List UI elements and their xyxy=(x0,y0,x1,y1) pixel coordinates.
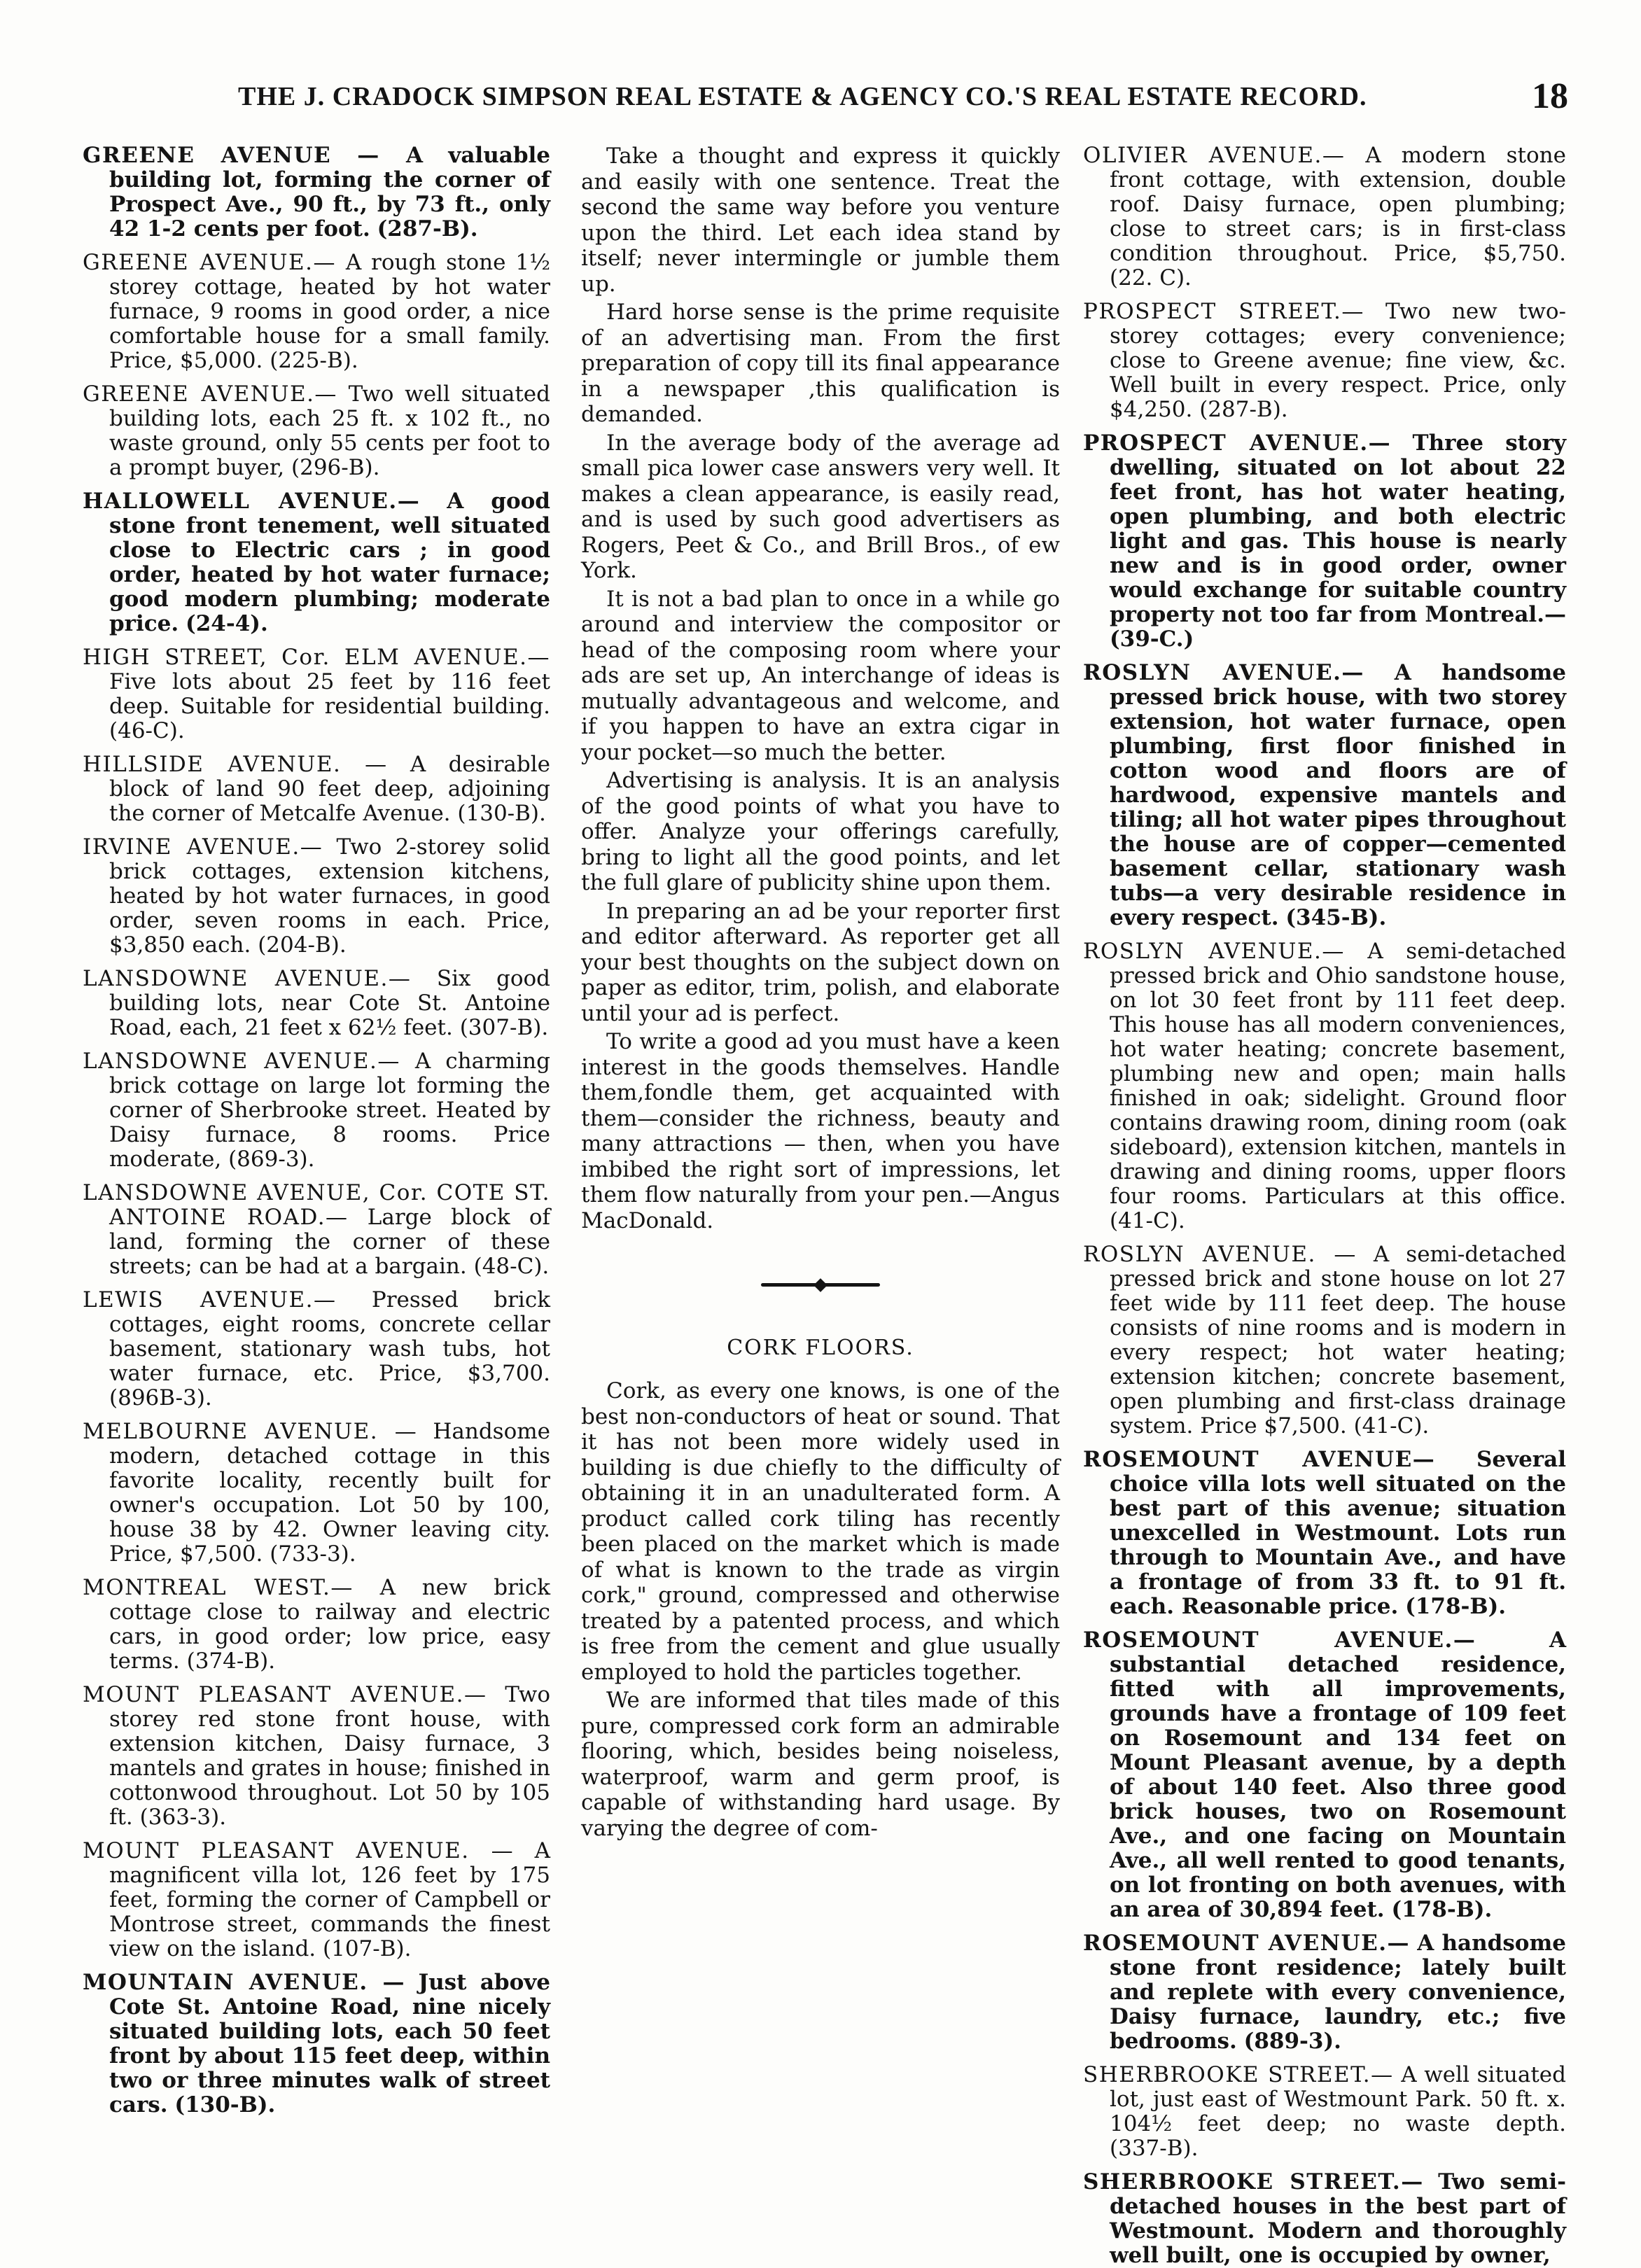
listing-description: A handsome stone front residence; lately built and replete with every convenience, Daisy furnace, laundry, etc.; five bedrooms. xyxy=(1110,1931,1566,2054)
listing-heading: GREENE AVENUE.— xyxy=(83,382,337,407)
listing-description: A handsome pressed brick house, with two storey extension, hot water furnace, open plumbing, first floor finished in cotton wood and floors are of hardwood, expensive mantels and tiling; all hot water pipes throughout the house are of copper—cemented basement cellar, stationary wash tubs—a very desirable residence in every respect. xyxy=(1110,660,1567,930)
listing-reference-code: (41-C). xyxy=(1110,1208,1185,1233)
page-header xyxy=(91,76,1568,118)
listing-heading: IRVINE AVENUE.— xyxy=(83,834,323,860)
cork-floors-paragraph: Cork, as every one knows, is one of the best non-conductors of heat or sound. That it has not been more widely used in building is due chiefly to the difficulty of obtaining it in an unadulterated form. A product called cork tiling has recently been placed on the market which is made of what is known to the trade as virgin cork," ground, compressed and otherwise treated by a patented process, and which is free from the cement and glue usually employed to hold the particles together. xyxy=(581,1378,1060,1685)
listing-entry xyxy=(1083,1931,1566,2054)
listing-description: Six good building lots, near Cote St. Antoine Road, each, 21 feet x 62½ feet. xyxy=(109,966,550,1040)
listing-heading: SHERBROOKE STREET.— xyxy=(1083,2062,1394,2087)
listing-reference-code: (374-B). xyxy=(186,1648,276,1674)
listing-entry xyxy=(1083,1448,1566,1619)
article-paragraph: Take a thought and express it quickly and easily with one sentence. Treat the second the same way before you venture upon the third. Let each idea stand by itself; never intermingle or jumble them up. xyxy=(581,144,1060,297)
listing-reference-code: (107-B). xyxy=(323,1936,412,1961)
listing-reference-code: (296-B). xyxy=(291,455,380,480)
left-column-listings xyxy=(83,144,550,2202)
listing-description: Two semi-detached houses in the best part of Westmount. Modern and thoroughly well built, one is occupied by owner, xyxy=(1110,2169,1566,2268)
listing-description: Large block of land, forming the corner of these streets; can be had at a bargain. xyxy=(109,1205,550,1279)
listing-entry xyxy=(1083,661,1566,930)
listing-heading: SHERBROOKE STREET.— xyxy=(1083,2169,1424,2194)
listing-reference-code: (889-3). xyxy=(1243,2029,1341,2054)
publication-title: THE J. CRADOCK SIMPSON REAL ESTATE & AGENCY CO.'S REAL ESTATE RECORD. xyxy=(238,82,1367,111)
listing-entry xyxy=(1083,939,1566,1233)
listing-description: Pressed brick cottages, eight rooms, concrete cellar basement, stationary wash tubs, hot water furnace, etc. Price, $3,700. xyxy=(109,1287,550,1386)
cork-floors-paragraph: We are informed that tiles made of this pure, compressed cork form an admirable flooring, which, besides being noiseless, waterproof, warm and germ proof, is capable of withstanding hard usage. By varying the degree of com- xyxy=(581,1688,1060,1841)
listing-reference-code: (130-B). xyxy=(457,801,546,826)
listing-heading: LANSDOWNE AVENUE, Cor. COTE ST. ANTOINE ROAD.— xyxy=(83,1180,550,1230)
listing-entry xyxy=(1083,1628,1566,1922)
listing-heading: MOUNT PLEASANT AVENUE. — xyxy=(83,1838,515,1863)
listing-reference-code: (24-4). xyxy=(186,611,268,636)
section-title-cork-floors: CORK FLOORS. xyxy=(727,1336,914,1360)
listing-entry xyxy=(1083,144,1566,290)
listing-reference-code: (178-B). xyxy=(1391,1897,1493,1922)
listing-entry xyxy=(83,1683,550,1830)
listing-entry xyxy=(83,967,550,1040)
listing-reference-code: (178-B). xyxy=(1405,1594,1507,1619)
listing-heading: OLIVIER AVENUE.— xyxy=(1083,143,1346,168)
listing-reference-code: (345-B). xyxy=(1285,905,1387,930)
listing-description: A well situated lot, just east of Westmount Park. 50 ft. x. 104½ feet deep; no waste depth. xyxy=(1110,2062,1566,2136)
listing-entry xyxy=(83,251,550,373)
article-paragraph: To write a good ad you must have a keen interest in the goods themselves. Handle them,fondle them, get acquainted with them—consider the richness, beauty and many attractions — then, when you have imbibed the right sort of impressions, let them flow naturally from your pen.—Angus MacDonald. xyxy=(581,1029,1060,1233)
listing-entry xyxy=(1083,1242,1566,1438)
article-paragraph: Advertising is analysis. It is an analysis of the good points of what you have to offer. Analyze your offerings carefully, bring to light all the good points, and let the full glare of publicity shine upon them. xyxy=(581,768,1060,895)
listing-heading: MELBOURNE AVENUE. — xyxy=(83,1419,418,1444)
listing-heading: GREENE AVENUE — A xyxy=(83,143,424,168)
listing-entry xyxy=(83,144,550,241)
listing-heading: LANSDOWNE AVENUE.— xyxy=(83,1049,400,1074)
listing-entry xyxy=(83,1049,550,1172)
listing-heading: ROSEMOUNT AVENUE— xyxy=(1083,1447,1436,1472)
listing-reference-code: (48-C). xyxy=(473,1254,550,1279)
listing-reference-code: (307-B). xyxy=(459,1015,549,1040)
listing-entry xyxy=(1083,431,1566,652)
listing-entry xyxy=(1083,300,1566,422)
listing-description: Two well situated building lots, each 25 ft. x 102 ft., no waste ground, only 55 cents per foot to a prompt buyer, xyxy=(109,382,550,480)
listing-reference-code: (869-3). xyxy=(228,1147,315,1172)
listing-heading: MOUNTAIN AVENUE. — xyxy=(83,1970,405,1995)
listing-entry xyxy=(1083,2170,1566,2268)
right-column-listings xyxy=(1083,143,1567,2268)
listing-heading: GREENE AVENUE.— xyxy=(83,250,337,275)
listing-reference-code: (287-B). xyxy=(377,216,478,241)
listing-reference-code: (204-B). xyxy=(258,932,347,958)
listing-entry xyxy=(83,1970,550,2118)
listing-reference-code: (225-B). xyxy=(270,348,358,373)
listing-entry xyxy=(83,1181,550,1279)
listing-heading: HILLSIDE AVENUE. — xyxy=(83,752,388,777)
listing-description: A rough stone 1½ storey cottage, heated by hot water furnace, 9 rooms in good order, a nice comfortable house for a small family. Price, $5,000. xyxy=(109,250,550,373)
listing-reference-code: (41-C). xyxy=(1353,1413,1430,1438)
listing-description: A magnificent villa lot, 126 feet by 175 feet, forming the corner of Campbell or Montrose street, commands the finest view on the island. xyxy=(109,1838,550,1961)
listing-reference-code: (39-C.) xyxy=(1110,626,1194,652)
listing-entry xyxy=(83,1576,550,1674)
listing-description: A new brick cottage close to railway and electric cars, in good order; low price, easy terms. xyxy=(109,1575,550,1674)
listing-heading: ROSLYN AVENUE. — xyxy=(1083,1242,1357,1267)
listing-entry xyxy=(83,1839,550,1961)
listing-description: A desirable block of land 90 feet deep, adjoining the corner of Metcalfe Avenue. xyxy=(109,752,550,826)
listing-description: A semi-detached pressed brick and Ohio sandstone house, on lot 30 feet front by 111 feet deep. This house has all modern conveniences, hot water heating; concrete basement, plumbing new and open; main halls finished in oak; sidelight. Ground floor contains drawing room, dining room (oak sideboard), extension kitchen, mantels in drawing and dining rooms, upper floors four rooms. Particulars at this office. xyxy=(1110,939,1566,1209)
listing-description: Five lots about 25 feet by 116 feet deep. Suitable for residential building. xyxy=(109,669,550,719)
listing-description: A substantial detached residence, fitted with all improvements, grounds have a frontage of 109 feet on Rosemount and 134 feet on Mount Pleasant avenue, by a depth of about 140 feet. Also three good brick houses, two on Rosemount Ave., and one facing on Mountain Ave., all well rented to good tenants, on lot fronting on both avenues, with an area of 30,894 feet. xyxy=(1110,1628,1566,1922)
listing-heading: LEWIS AVENUE.— xyxy=(83,1287,337,1312)
listing-heading: PROSPECT AVENUE.— xyxy=(1083,430,1392,456)
listing-entry xyxy=(83,645,550,743)
listing-description: Two new two-storey cottages; every convenience; close to Greene avenue; fine view, &c. Well built in every respect. Price, only $4,250. xyxy=(1110,299,1567,422)
listing-entry xyxy=(83,1420,550,1567)
listing-description: Several choice villa lots well situated on the best part of this avenue; situation unexcelled in Westmount. Lots run through to Mountain Ave., and have a frontage of from 33 ft. to 91 ft. each. Reasonable price. xyxy=(1110,1447,1566,1619)
listing-description: Two 2-storey solid brick cottages, extension kitchens, heated by hot water furnaces, in good order, seven rooms in each. Price, $3,850 each. xyxy=(109,834,550,958)
listing-heading: ROSEMOUNT AVENUE.— xyxy=(1083,1628,1476,1653)
listing-reference-code: (337-B). xyxy=(1110,2136,1199,2161)
listing-description: Just above Cote St. Antoine Road, nine nicely situated building lots, each 50 feet front by about 115 feet deep, within two or three minutes walk of street cars. xyxy=(109,1970,550,2118)
listing-reference-code: (130-B). xyxy=(174,2092,276,2118)
listing-heading: PROSPECT STREET.— xyxy=(1083,299,1364,324)
listing-heading: ROSLYN AVENUE.— xyxy=(1083,660,1364,685)
listing-description: A modern stone front cottage, with extension, double roof. Daisy furnace, open plumbing; close to street cars; is in first-class condition throughout. Price, $5,750. xyxy=(1110,143,1566,266)
listing-reference-code: (287-B). xyxy=(1199,397,1288,422)
article-paragraph: In preparing an ad be your reporter first and editor afterward. As reporter get all your best thoughts on the subject down on paper as editor, trim, polish, and elaborate until your ad is perfect. xyxy=(581,898,1060,1026)
listing-entry xyxy=(83,489,550,636)
listing-heading: LANSDOWNE AVENUE.— xyxy=(83,966,412,991)
listing-description: Two storey red stone front house, with extension kitchen, Daisy furnace, 3 mantels and grates in house; finished in cottonwood throughout. Lot 50 by 105 ft. xyxy=(109,1682,550,1830)
listing-entry xyxy=(83,382,550,480)
listing-entry xyxy=(1083,2063,1566,2161)
listing-description: Handsome modern, detached cottage in this favorite locality, recently built for owner's occupation. Lot 50 by 100, house 38 by 42. Owner leaving city. Price, $7,500. xyxy=(109,1419,550,1567)
page-number: 18 xyxy=(1532,76,1568,116)
listing-reference-code: (22. C). xyxy=(1110,265,1192,290)
listing-entry xyxy=(83,1288,550,1410)
listing-heading: ROSEMOUNT AVENUE.— xyxy=(1083,1931,1410,1956)
listing-description: Three story dwelling, situated on lot about 22 feet front, has hot water heating, open plumbing, and both electric light and gas. This house is nearly new and is in good order, owner would exchange for suitable country property not too far from Montreal.— xyxy=(1110,430,1566,627)
article-paragraph: In the average body of the average ad small pica lower case answers very well. It makes a clean appearance, is easily read, and is used by such good advertisers as Rogers, Peet & Co., and Brill Bros., of ew York. xyxy=(581,430,1060,583)
listing-description: A semi-detached pressed brick and stone house on lot 27 feet wide by 111 feet deep. The house consists of nine rooms and is modern in every respect; hot water heating; extension kitchen; concrete basement, open plumbing and first-class drainage system. Price $7,500. xyxy=(1110,1242,1566,1438)
listing-entry xyxy=(83,835,550,958)
listing-reference-code: (896B-3). xyxy=(109,1385,212,1410)
listing-description: valuable building lot, forming the corner of Prospect Ave., 90 ft., by 73 ft., only 42 1-2 cents per foot. xyxy=(109,143,550,241)
listing-description: A good stone front tenement, well situated close to Electric cars ; in good order, heated by hot water furnace; good modern plumbing; moderate price. xyxy=(109,489,550,636)
article-paragraph: Hard horse sense is the prime requisite of an advertising man. From the first preparation of copy till its final appearance in a newspaper ,this qualification is demanded. xyxy=(581,300,1060,427)
listing-heading: MONTREAL WEST.— xyxy=(83,1575,354,1600)
listing-description: A charming brick cottage on large lot forming the corner of Sherbrooke street. Heated by Daisy furnace, 8 rooms. Price moderate, xyxy=(109,1049,550,1172)
listing-heading: HALLOWELL AVENUE.— xyxy=(83,489,421,514)
listing-reference-code: (46-C). xyxy=(109,718,185,743)
listing-heading: MOUNT PLEASANT AVENUE.— xyxy=(83,1682,487,1707)
article-paragraph: It is not a bad plan to once in a while go around and interview the compositor or head of the composing room where your ads are set up, An interchange of ideas is mutually advantageous and welcome, and if you happen to have an extra cigar in your pocket—so much the better. xyxy=(581,586,1060,765)
listing-entry xyxy=(83,752,550,826)
listing-heading: HIGH STREET, Cor. ELM AVENUE.— xyxy=(83,645,550,670)
middle-column-article xyxy=(581,144,1060,2202)
section-divider-ornament xyxy=(761,1282,880,1287)
listing-reference-code: (363-3). xyxy=(139,1805,227,1830)
listing-reference-code: (733-3). xyxy=(270,1541,356,1567)
listing-heading: ROSLYN AVENUE.— xyxy=(1083,939,1345,964)
